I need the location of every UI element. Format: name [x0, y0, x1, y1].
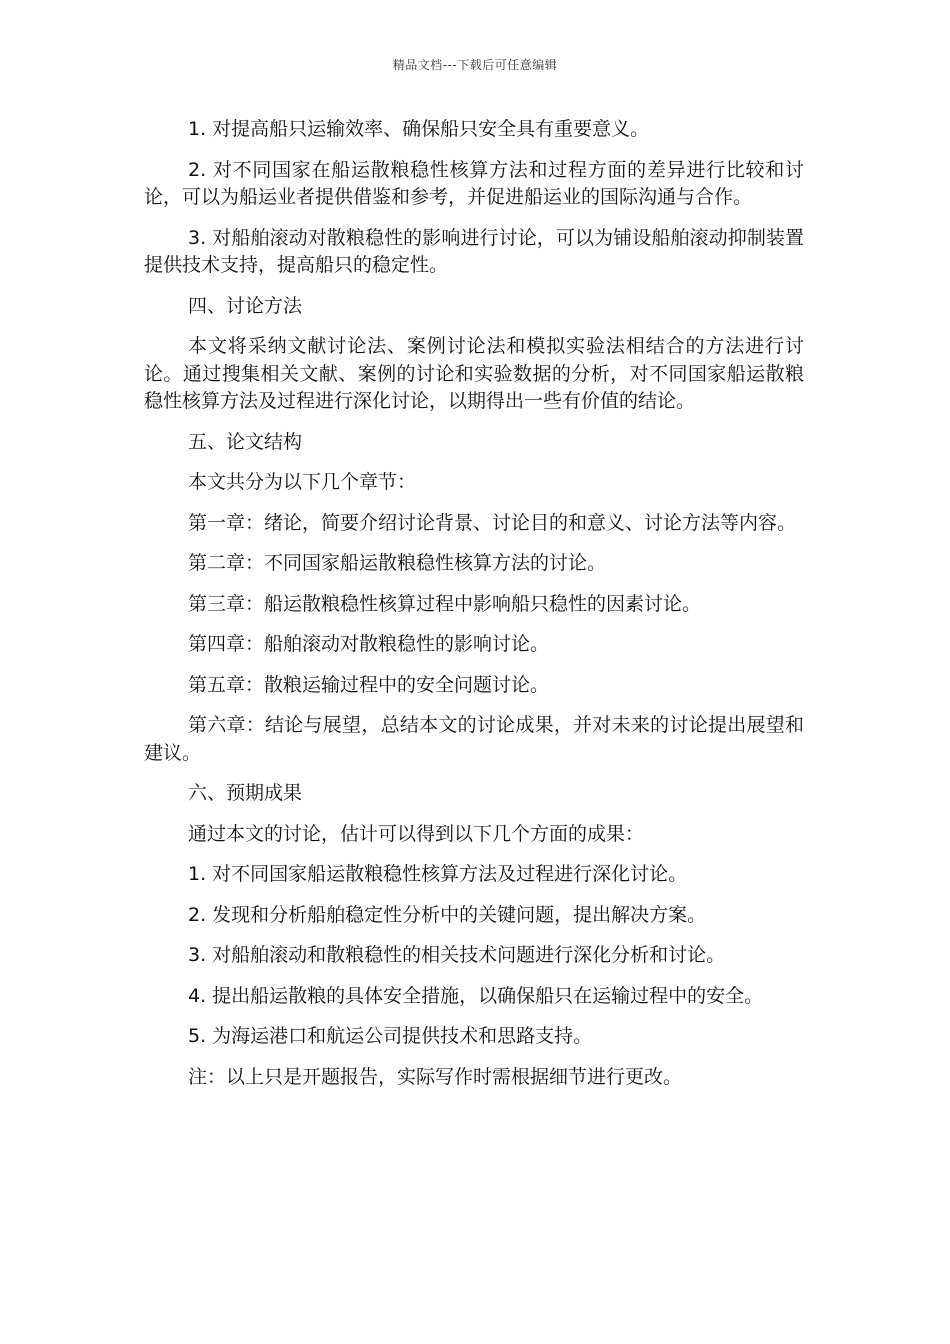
chapter-item: 第六章：结论与展望，总结本文的讨论成果，并对未来的讨论提出展望和建议。 — [144, 714, 804, 764]
chapter-item: 第一章：绪论，简要介绍讨论背景、讨论目的和意义、讨论方法等内容。 — [188, 511, 797, 534]
chapter-item: 第四章：船舶滚动对散粮稳性的影响讨论。 — [188, 633, 550, 655]
paragraph: 通过本文的讨论，估计可以得到以下几个方面的成果： — [188, 822, 645, 845]
chapter-item: 第五章：散粮运输过程中的安全问题讨论。 — [188, 673, 550, 696]
result-item: 1. 对不同国家船运散粮稳性核算方法及过程进行深化讨论。 — [188, 863, 688, 885]
section-heading: 五、论文结构 — [188, 430, 303, 453]
paragraph: 3. 对船舶滚动对散粮稳性的影响进行讨论，可以为铺设船舶滚动抑制装置提供技术支持，提高船只的稳定性。 — [144, 226, 804, 276]
chapter-item: 第三章：船运散粮稳性核算过程中影响船只稳性的因素讨论。 — [188, 592, 702, 615]
result-item: 3. 对船舶滚动和散粮稳性的相关技术问题进行深化分析和讨论。 — [188, 944, 726, 966]
paragraph: 2. 对不同国家在船运散粮稳性核算方法和过程方面的差异进行比较和讨论，可以为船运业者提供借鉴和参考，并促进船运业的国际沟通与合作。 — [144, 158, 804, 208]
document-body — [144, 116, 804, 1104]
chapter-item: 第二章：不同国家船运散粮稳性核算方法的讨论。 — [188, 552, 607, 574]
section-heading: 六、预期成果 — [188, 782, 303, 804]
result-item: 4. 提出船运散粮的具体安全措施，以确保船只在运输过程中的安全。 — [188, 984, 764, 1007]
page-header: 精品文档---下载后可任意编辑 — [392, 58, 558, 72]
note-paragraph: 注：以上只是开题报告，实际写作时需根据细节进行更改。 — [188, 1065, 683, 1088]
paragraph: 本文将采纳文献讨论法、案例讨论法和模拟实验法相结合的方法进行讨论。通过搜集相关文献、案例的讨论和实验数据的分析，对不同国家船运散粮稳性核算方法及过程进行深化讨论，以期得出一些有价值的结论。 — [144, 335, 804, 412]
section-heading: 四、讨论方法 — [188, 294, 303, 317]
result-item: 5. 为海运港口和航运公司提供技术和思路支持。 — [188, 1025, 593, 1047]
paragraph: 本文共分为以下几个章节： — [188, 471, 417, 493]
result-item: 2. 发现和分析船舶稳定性分析中的关键问题，提出解决方案。 — [188, 903, 707, 926]
paragraph: 1. 对提高船只运输效率、确保船只安全具有重要意义。 — [188, 118, 650, 140]
